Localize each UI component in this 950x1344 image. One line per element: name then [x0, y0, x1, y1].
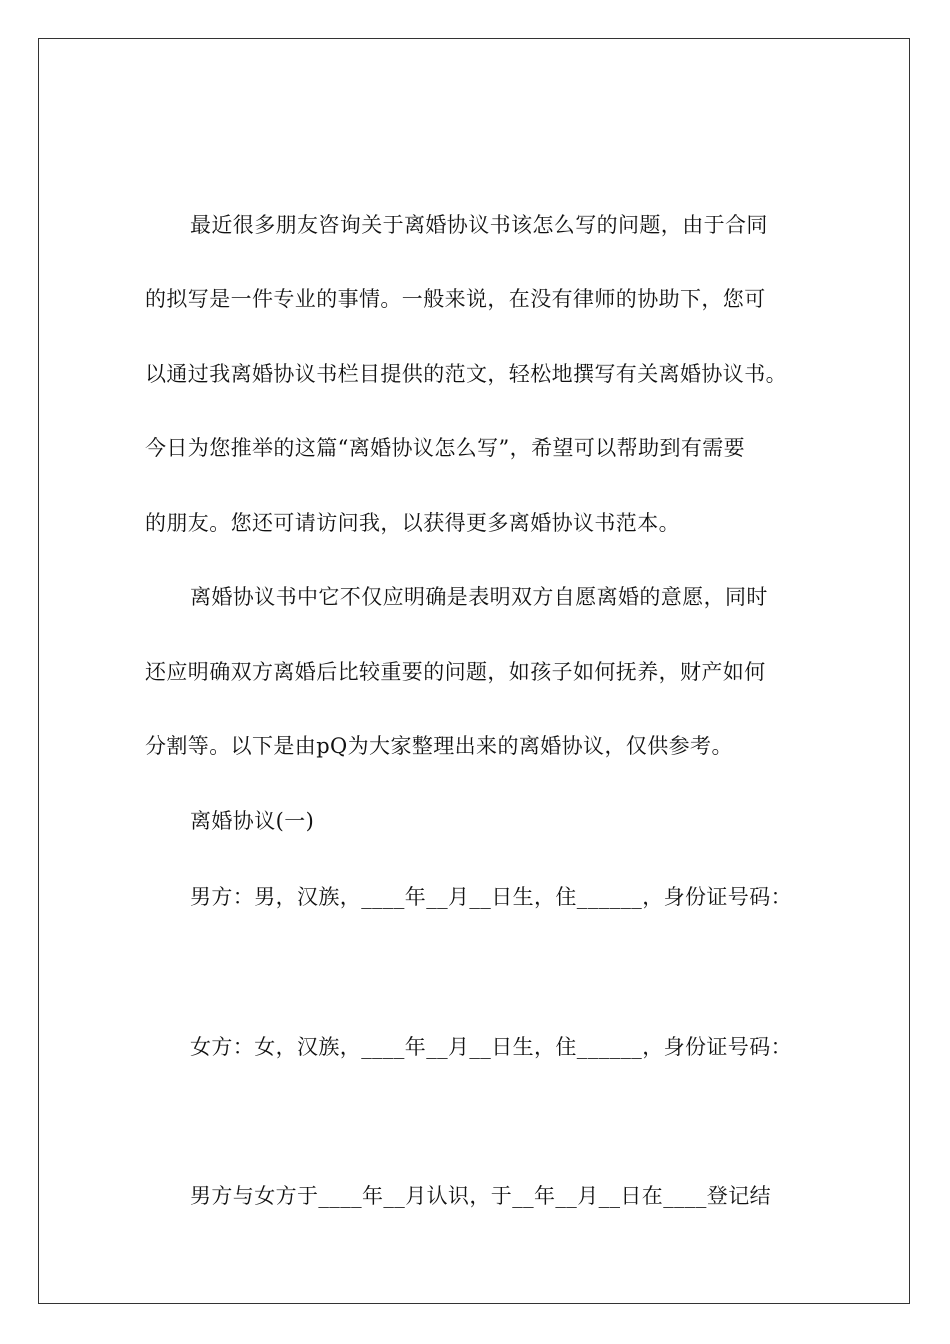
male-party-line: 男方：男，汉族，____年__月__日生，住______，身份证号码：	[190, 885, 792, 909]
paragraph-1-line-4: 今日为您推举的这篇“离婚协议怎么写”，希望可以帮助到有需要	[145, 436, 746, 460]
paragraph-1-line-3: 以通过我离婚协议书栏目提供的范文，轻松地撰写有关离婚协议书。	[145, 362, 787, 386]
marriage-registration-line: 男方与女方于____年__月认识，于__年__月__日在____登记结	[190, 1184, 771, 1208]
paragraph-1-line-2: 的拟写是一件专业的事情。一般来说，在没有律师的协助下，您可	[145, 287, 766, 311]
paragraph-2-line-2: 还应明确双方离婚后比较重要的问题，如孩子如何抚养，财产如何	[145, 660, 766, 684]
paragraph-2-line-3: 分割等。以下是由pQ为大家整理出来的离婚协议，仅供参考。	[145, 734, 733, 758]
female-party-line: 女方：女，汉族，____年__月__日生，住______，身份证号码：	[190, 1035, 792, 1059]
section-heading: 离婚协议(一)	[190, 809, 315, 833]
paragraph-1-line-1: 最近很多朋友咨询关于离婚协议书该怎么写的问题，由于合同	[190, 213, 768, 237]
paragraph-1-line-5: 的朋友。您还可请访问我，以获得更多离婚协议书范本。	[145, 511, 680, 535]
paragraph-2-line-1: 离婚协议书中它不仅应明确是表明双方自愿离婚的意愿，同时	[190, 585, 768, 609]
